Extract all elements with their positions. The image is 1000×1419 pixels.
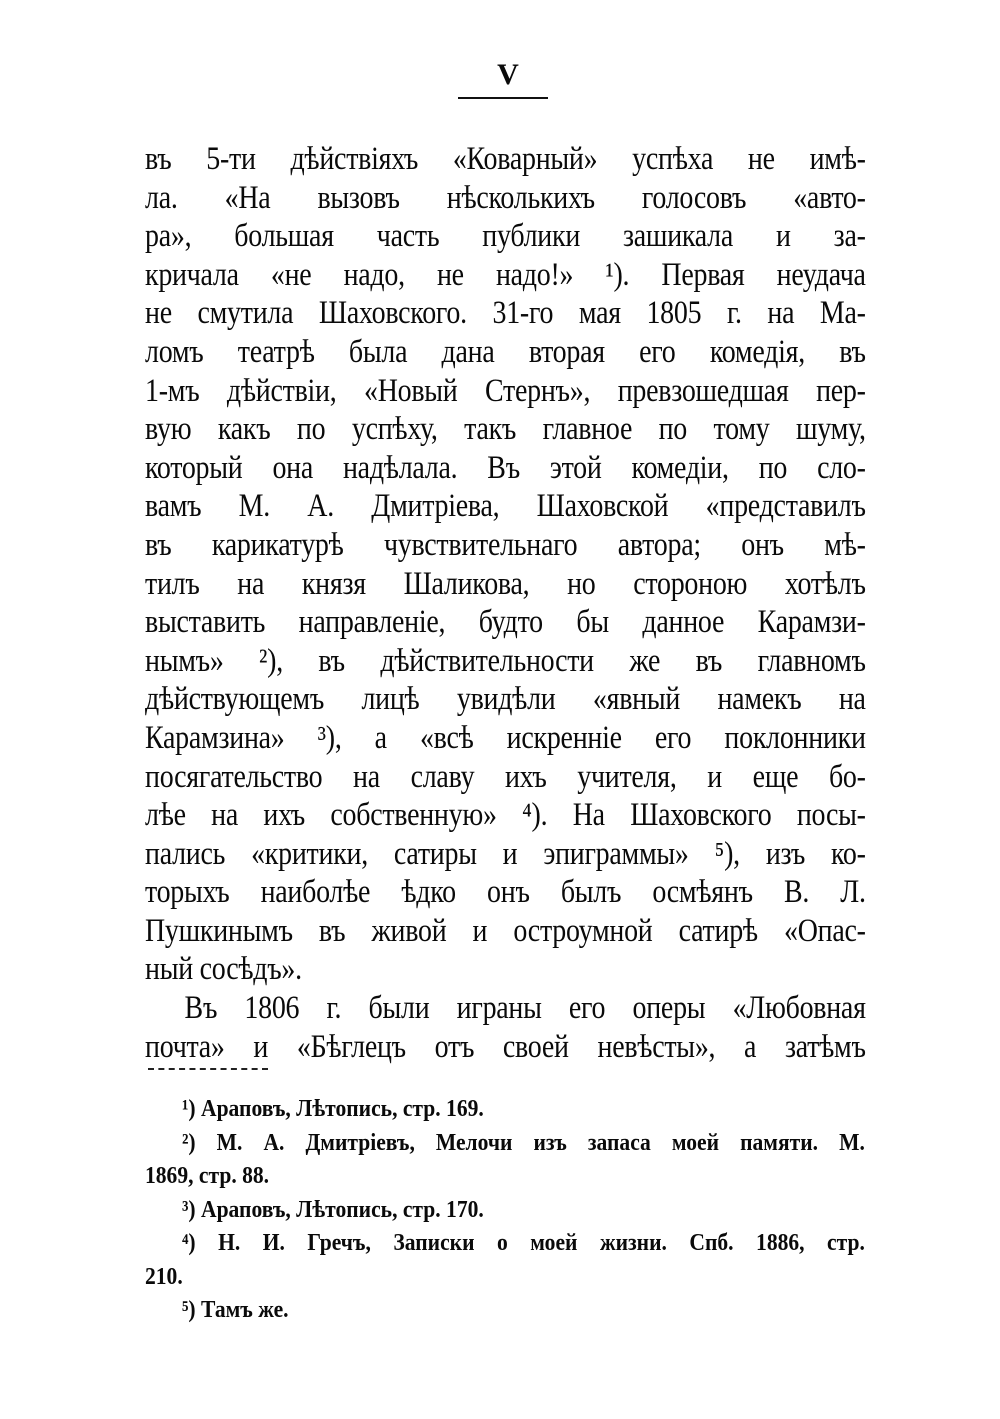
text-line: Пушкинымъ въ живой и остроумной сатирѣ «Опас- <box>145 912 866 949</box>
text-line: ломъ театрѣ была дана вторая его комедія, въ <box>145 333 866 370</box>
text-line: почта» и «Бѣглецъ отъ своей невѣсты», а затѣмъ <box>145 1028 866 1065</box>
text-line: нымъ» ²), въ дѣйствительности же въ главномъ <box>145 642 866 679</box>
text-line: въ карикатурѣ чувствительнаго автора; онъ мѣ- <box>145 526 866 563</box>
text-line: ный сосѣдъ». <box>145 951 302 988</box>
text-line: кричала «не надо, не надо!» ¹). Первая неудача <box>145 256 866 293</box>
text-line: посягательство на славу ихъ учителя, и еще бо- <box>145 758 866 795</box>
text-line: 1-мъ дѣйствіи, «Новый Стернъ», превзошедшая пер- <box>145 372 866 409</box>
text-line: въ 5-ти дѣйствіяхъ «Коварный» успѣха не имѣ- <box>145 141 866 177</box>
text-line: ла. «На вызовъ нѣсколькихъ голосовъ «авто- <box>145 179 866 216</box>
footnote-4: ⁴) Н. И. Гречъ, Записки о моей жизни. Спб. 1886, стр. <box>181 1229 865 1256</box>
text-line: тилъ на князя Шаликова, но стороною хотѣлъ <box>145 565 866 602</box>
text-line: который она надѣлала. Въ этой комедіи, по сло- <box>145 449 866 486</box>
text-line: вамъ М. А. Дмитріева, Шаховской «представилъ <box>145 488 866 525</box>
footnote-2-continued: 1869, стр. 88. <box>145 1162 270 1189</box>
footnotes <box>145 1092 865 1327</box>
footnote-5: ⁵) Тамъ же. <box>181 1296 289 1323</box>
text-line: не смутила Шаховского. 31-го мая 1805 г. на Ма- <box>145 295 866 332</box>
body-text <box>145 140 866 1066</box>
footnote-2: ²) М. А. Дмитріевъ, Мелочи изъ запаса моей памяти. М. <box>181 1128 865 1156</box>
text-line: Карамзина» ³), а «всѣ искренніе его поклонники <box>145 719 866 756</box>
footnote-3: ³) Араповъ, Лѣтопись, стр. 170. <box>181 1195 484 1223</box>
page-number: V <box>497 58 519 91</box>
text-line: лѣе на ихъ собственную» ⁴). На Шаховского посы- <box>145 797 866 834</box>
footnote-1: ¹) Араповъ, Лѣтопись, стр. 169. <box>181 1095 484 1122</box>
text-line: пались «критики, сатиры и эпиграммы» ⁵), изъ ко- <box>145 835 866 872</box>
footnote-divider <box>148 1068 268 1070</box>
text-line: вую какъ по успѣху, такъ главное по тому шуму, <box>145 411 866 448</box>
text-line: ра», большая часть публики зашикала и за- <box>145 218 866 255</box>
footnote-4-continued: 210. <box>145 1262 183 1290</box>
text-line: торыхъ наиболѣе ѣдко онъ былъ осмѣянъ В. Л. <box>145 874 866 911</box>
text-line-paragraph-start: Въ 1806 г. были играны его оперы «Любовная <box>184 990 866 1027</box>
text-line: выставить направленіе, будто бы данное Карамзи- <box>145 604 866 641</box>
header-rule <box>458 97 548 99</box>
text-line: дѣйствующемъ лицѣ увидѣли «явный намекъ на <box>145 681 866 718</box>
